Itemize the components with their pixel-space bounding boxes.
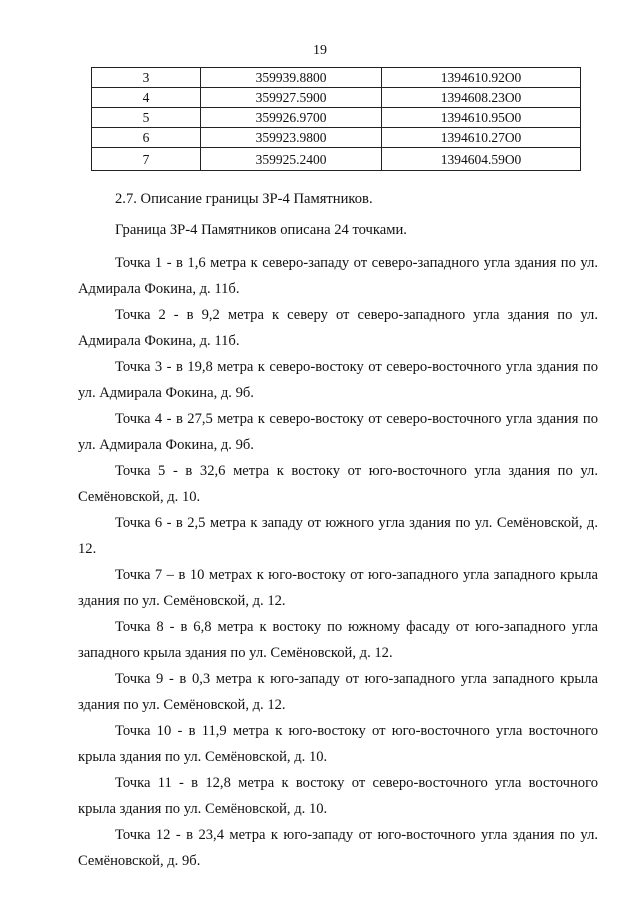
point-description: Точка 5 - в 32,6 метра к востоку от юго-восточного угла здания по ул. Семёновской, д. 10. xyxy=(78,463,598,505)
coordinates-table xyxy=(91,67,581,171)
x-coordinate-cell: 359927.5900 xyxy=(201,88,382,108)
section-text xyxy=(78,188,598,874)
x-coordinate-cell: 359939.8800 xyxy=(201,68,382,88)
section-subheading: Граница ЗР-4 Памятников описана 24 точками. xyxy=(115,222,407,238)
points-list xyxy=(78,250,598,874)
table-row xyxy=(92,68,581,88)
point-number-cell: 3 xyxy=(92,68,201,88)
table-row xyxy=(92,108,581,128)
point-description: Точка 2 - в 9,2 метра к северу от северо-западного угла здания по ул. Адмирала Фокина, д. 11б. xyxy=(78,307,598,349)
page-number: 19 xyxy=(313,43,327,58)
point-description: Точка 6 - в 2,5 метра к западу от южного угла здания по ул. Семёновской, д. 12. xyxy=(78,515,598,557)
y-coordinate-cell: 1394608.23O0 xyxy=(382,88,581,108)
point-description: Точка 11 - в 12,8 метра к востоку от северо-восточного угла восточного крыла здания по ул. Семёновской, д. 10. xyxy=(78,775,598,817)
section-heading: 2.7. Описание границы ЗР-4 Памятников. xyxy=(115,191,373,207)
point-description: Точка 3 - в 19,8 метра к северо-востоку от северо-восточного угла здания по ул. Адмирала Фокина, д. 9б. xyxy=(78,359,598,401)
point-number-cell: 7 xyxy=(92,148,201,171)
point-number-cell: 5 xyxy=(92,108,201,128)
point-description: Точка 12 - в 23,4 метра к юго-западу от юго-восточного угла здания по ул. Семёновской, д. 9б. xyxy=(78,827,598,869)
table-row xyxy=(92,128,581,148)
point-description: Точка 1 - в 1,6 метра к северо-западу от северо-западного угла здания по ул. Адмирала Фокина, д. 11б. xyxy=(78,255,598,297)
point-description: Точка 8 - в 6,8 метра к востоку по южному фасаду от юго-западного угла западного крыла здания по ул. Семёновской, д. 12. xyxy=(78,619,598,661)
y-coordinate-cell: 1394604.59O0 xyxy=(382,148,581,171)
y-coordinate-cell: 1394610.27O0 xyxy=(382,128,581,148)
point-description: Точка 7 – в 10 метрах к юго-востоку от юго-западного угла западного крыла здания по ул. Семёновской, д. 12. xyxy=(78,567,598,609)
point-number-cell: 6 xyxy=(92,128,201,148)
point-description: Точка 4 - в 27,5 метра к северо-востоку от северо-восточного угла здания по ул. Адмирала Фокина, д. 9б. xyxy=(78,411,598,453)
x-coordinate-cell: 359925.2400 xyxy=(201,148,382,171)
table-row xyxy=(92,148,581,171)
point-description: Точка 9 - в 0,3 метра к юго-западу от юго-западного угла западного крыла здания по ул. Семёновской, д. 12. xyxy=(78,671,598,713)
y-coordinate-cell: 1394610.95O0 xyxy=(382,108,581,128)
table-row xyxy=(92,88,581,108)
point-description: Точка 10 - в 11,9 метра к юго-востоку от юго-восточного угла восточного крыла здания по ул. Семёновской, д. 10. xyxy=(78,723,598,765)
y-coordinate-cell: 1394610.92O0 xyxy=(382,68,581,88)
x-coordinate-cell: 359926.9700 xyxy=(201,108,382,128)
point-number-cell: 4 xyxy=(92,88,201,108)
x-coordinate-cell: 359923.9800 xyxy=(201,128,382,148)
